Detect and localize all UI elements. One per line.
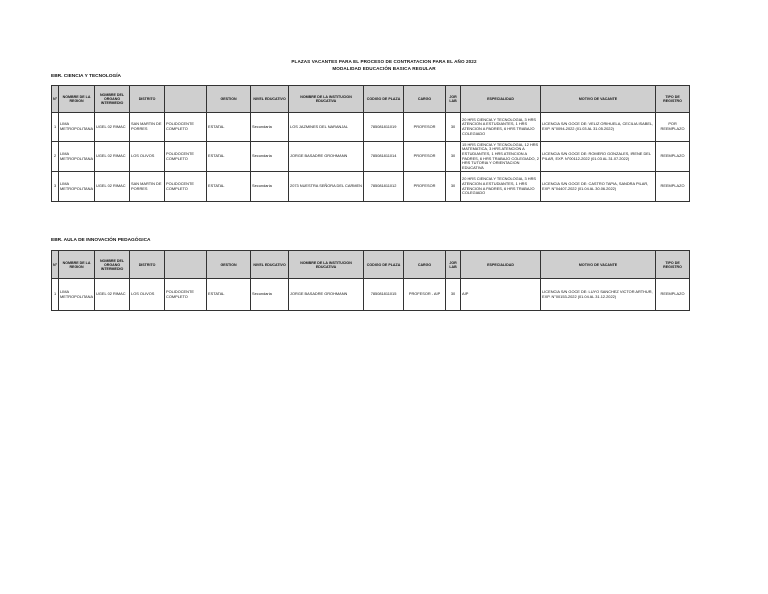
header-col-distrito: DISTRITO bbox=[130, 86, 165, 113]
cell-col-jornada: 30 bbox=[446, 113, 461, 142]
cell-col-jornada: 30 bbox=[446, 279, 461, 311]
vacancies-table-ciencia bbox=[51, 85, 690, 202]
document-title: PLAZAS VACANTES PARA EL PROCESO DE CONTRATACION PARA EL AÑO 2022 bbox=[291, 59, 477, 64]
cell-col-codigo: 785081811014 bbox=[364, 142, 404, 172]
cell-col-gestion: ESTATAL bbox=[207, 142, 251, 172]
header-col-nivel: NIVEL EDUCATIVO bbox=[251, 86, 289, 113]
cell-col-institucion: JORGE BASADRE GROHMANN bbox=[289, 142, 364, 172]
header-col-organo: NOMBRE DEL ORGANO INTERMEDIO bbox=[95, 86, 130, 113]
header-col-number: N° bbox=[52, 86, 59, 113]
header-col-institucion: NOMBRE DE LA INSTITUCION EDUCATIVA bbox=[289, 86, 364, 113]
header-col-cargo: CARGO bbox=[404, 251, 446, 279]
cell-col-especialidad: 20 HRS CIENCIA Y TECNOLOGIA, 3 HRS ATENCION A ESTUDIANTES, 1 HRS ATENCION A PADRES, 6 HRS TRABAJO COLEGIADO bbox=[461, 172, 541, 202]
cell-col-number: 1 bbox=[52, 113, 59, 142]
cell-col-nivel: Secundaria bbox=[251, 113, 289, 142]
cell-col-organo: UGEL 02 RIMAC bbox=[95, 172, 130, 202]
cell-col-region: LIMA METROPOLITANA bbox=[59, 172, 95, 202]
cell-col-tipo: POLIDOCENTE COMPLETO bbox=[165, 172, 207, 202]
cell-col-cargo: PROFESOR bbox=[404, 172, 446, 202]
header-col-jornada: JOR LAB bbox=[446, 251, 461, 279]
cell-col-gestion: ESTATAL bbox=[207, 172, 251, 202]
header-col-institucion: NOMBRE DE LA INSTITUCION EDUCATIVA bbox=[289, 251, 364, 279]
header-col-region: NOMBRE DE LA REGION bbox=[59, 86, 95, 113]
cell-col-region: LIMA METROPOLITANA bbox=[59, 142, 95, 172]
table-row bbox=[52, 142, 690, 172]
cell-col-institucion: LOS JAZMINES DEL NARANJAL bbox=[289, 113, 364, 142]
header-col-especialidad: ESPECIALIDAD bbox=[461, 86, 541, 113]
header-col-nivel: NIVEL EDUCATIVO bbox=[251, 251, 289, 279]
cell-col-codigo: 785081811012 bbox=[364, 172, 404, 202]
cell-col-codigo: 785081811019 bbox=[364, 113, 404, 142]
cell-col-nivel: Secundaria bbox=[251, 142, 289, 172]
table-row bbox=[52, 113, 690, 142]
header-col-tipo bbox=[165, 251, 207, 279]
cell-col-especialidad: 20 HRS CIENCIA Y TECNOLOGIA, 3 HRS ATENCION A ESTUDIANTES, 1 HRS ATENCION A PADRES, 6 HRS TRABAJO COLEGIADO bbox=[461, 113, 541, 142]
cell-col-tipo-registro: REEMPLAZO bbox=[656, 279, 690, 311]
cell-col-organo: UGEL 02 RIMAC bbox=[95, 113, 130, 142]
cell-col-tipo: POLIDOCENTE COMPLETO bbox=[165, 113, 207, 142]
cell-col-distrito: SAN MARTIN DE PORRES bbox=[130, 113, 165, 142]
header-row bbox=[52, 86, 690, 113]
cell-col-gestion: ESTATAL bbox=[207, 279, 251, 311]
cell-col-distrito: SAN MARTIN DE PORRES bbox=[130, 172, 165, 202]
cell-col-region: LIMA METROPOLITANA bbox=[59, 113, 95, 142]
cell-col-distrito: LOS OLIVOS bbox=[130, 279, 165, 311]
header-col-jornada: JOR LAB bbox=[446, 86, 461, 113]
cell-col-organo: UGEL 02 RIMAC bbox=[95, 279, 130, 311]
cell-col-jornada: 30 bbox=[446, 142, 461, 172]
cell-col-especialidad: 15 HRS CIENCIA Y TECNOLOGIA, 12 HRS MATEMATICA, 3 HRS ATENCION A ESTUDIANTES, 1 HRS ATENCION A PADRES, 6 HRS TRABAJO COLEGIADO, 2 HRS TUTORIA Y ORIENTACION EDUCATIVA bbox=[462, 141, 539, 170]
section-title-aip: EBR. AULA DE INNOVACIÓN PEDAGÓGICA bbox=[51, 238, 151, 243]
cell-col-nivel: Secundaria bbox=[251, 172, 289, 202]
cell-col-cargo: PROFESOR bbox=[404, 142, 446, 172]
cell-col-number: 2 bbox=[52, 142, 59, 172]
cell-col-codigo: 785081811015 bbox=[364, 279, 404, 311]
cell-col-tipo: POLIDOCENTE COMPLETO bbox=[165, 279, 207, 311]
cell-col-jornada: 30 bbox=[446, 172, 461, 202]
cell-col-cargo: PROFESOR - AIP bbox=[404, 279, 446, 311]
header-col-especialidad: ESPECIALIDAD bbox=[461, 251, 541, 279]
cell-col-motivo: LICENCIA S/N GOCE DE: LUYO SANCHEZ VICTOR ARTHUR, EXP. N°00153-2022 (01.04 AL 31.12.2022) bbox=[541, 279, 656, 311]
header-col-codigo: CODIGO DE PLAZA bbox=[364, 251, 404, 279]
table-row bbox=[52, 279, 690, 311]
cell-col-tipo-registro: REEMPLAZO bbox=[656, 172, 690, 202]
header-col-organo: NOMBRE DEL ORGANO INTERMEDIO bbox=[95, 251, 130, 279]
header-col-gestion: GESTION bbox=[207, 251, 251, 279]
cell-col-number: 3 bbox=[52, 172, 59, 202]
header-col-distrito: DISTRITO bbox=[130, 251, 165, 279]
table-row bbox=[52, 172, 690, 202]
cell-col-especialidad: AIP bbox=[461, 279, 541, 311]
cell-col-institucion: JORGE BASADRE GROHMANN bbox=[289, 279, 364, 311]
cell-col-region: LIMA METROPOLITANA bbox=[59, 279, 95, 311]
cell-col-tipo-registro: POR REEMPLAZO bbox=[656, 113, 690, 142]
header-col-cargo: CARGO bbox=[404, 86, 446, 113]
cell-col-distrito: LOS OLIVOS bbox=[130, 142, 165, 172]
vacancies-table-aip bbox=[51, 250, 690, 311]
cell-col-organo: UGEL 02 RIMAC bbox=[95, 142, 130, 172]
cell-col-motivo: LICENCIA S/N GOCE DE: ROMERO GONZALES, IRENE DEL PILAR, EXP. N°00112-2022 (01.03 AL 31.07.2022) bbox=[541, 142, 656, 172]
cell-col-cargo: PROFESOR bbox=[404, 113, 446, 142]
header-col-region: NOMBRE DE LA REGION bbox=[59, 251, 95, 279]
cell-col-institucion: 2073 NUESTRA SEÑORA DEL CARMEN bbox=[289, 172, 364, 202]
cell-col-nivel: Secundaria bbox=[251, 279, 289, 311]
header-col-number: N° bbox=[52, 251, 59, 279]
cell-col-number: 1 bbox=[52, 279, 59, 311]
section-title-ciencia: EBR. CIENCIA Y TECNOLOGÍA bbox=[51, 74, 122, 79]
header-col-tipo-registro: TIPO DE REGISTRO bbox=[656, 251, 690, 279]
header-row bbox=[52, 251, 690, 279]
header-col-codigo: CODIGO DE PLAZA bbox=[364, 86, 404, 113]
header-col-tipo-registro: TIPO DE REGISTRO bbox=[656, 86, 690, 113]
cell-col-motivo: LICENCIA S/N GOCE DE: VELIZ ORIHUELA, CECILIA ISABEL, EXP. N°0094-2022 (01.03 AL 31.05.2022) bbox=[541, 113, 656, 142]
cell-col-motivo: LICENCIA S/N GOCE DE: CASTRO TAPIA, SANDRA PILAR, EXP. N°04407-2022 (01.04 AL 30.06.2022) bbox=[541, 172, 656, 202]
header-col-motivo: MOTIVO DE VACANTE bbox=[541, 86, 656, 113]
header-col-tipo bbox=[165, 86, 207, 113]
document-subtitle: MODALIDAD EDUCACIÓN BASICA REGULAR bbox=[332, 66, 436, 71]
header-col-motivo: MOTIVO DE VACANTE bbox=[541, 251, 656, 279]
cell-col-tipo-registro: REEMPLAZO bbox=[656, 142, 690, 172]
header-col-gestion: GESTION bbox=[207, 86, 251, 113]
cell-col-gestion: ESTATAL bbox=[207, 113, 251, 142]
cell-col-tipo: POLIDOCENTE COMPLETO bbox=[165, 142, 207, 172]
